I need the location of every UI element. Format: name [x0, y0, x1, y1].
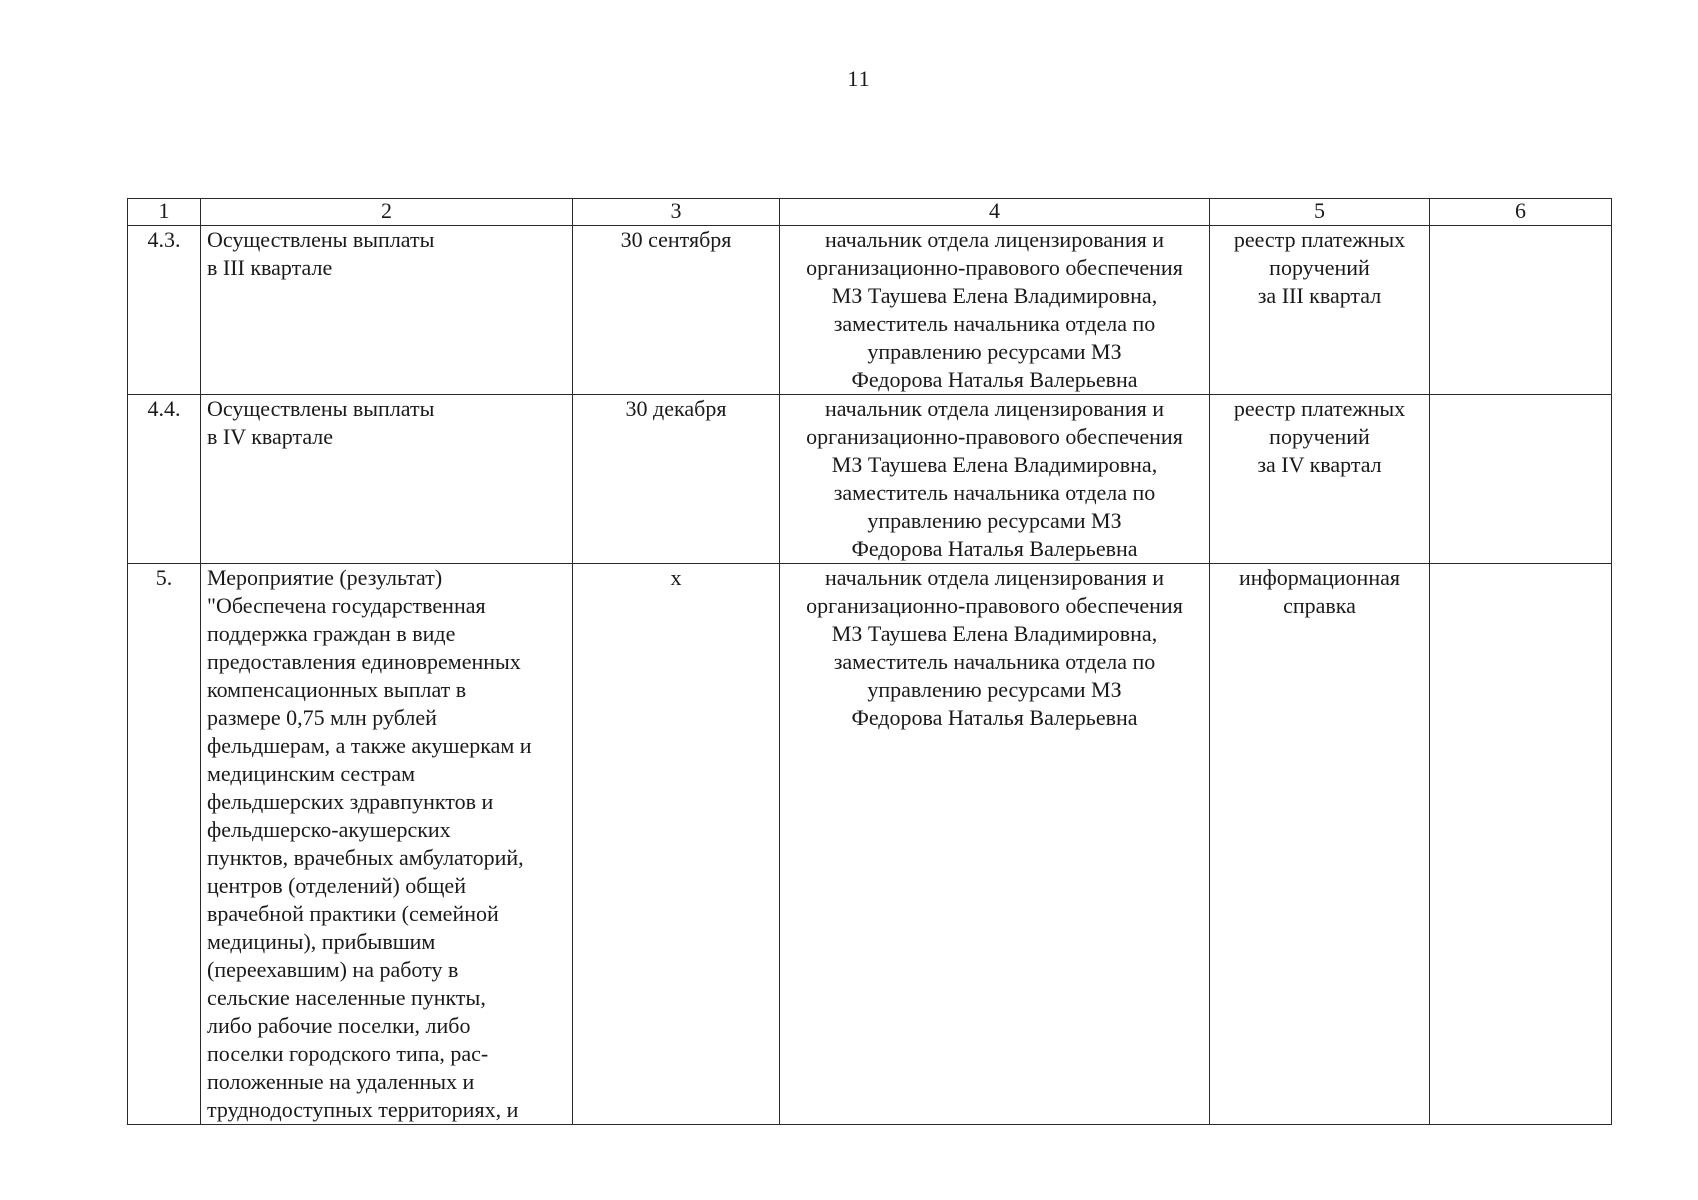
- table-row: [128, 395, 1612, 564]
- responsible-line: Федорова Наталья Валерьевна: [851, 367, 1138, 392]
- responsible-line: начальник отдела лицензирования и: [825, 565, 1164, 590]
- event-line: "Обеспечена государственная: [207, 593, 486, 618]
- document-line: за IV квартал: [1257, 452, 1382, 477]
- event-line: (переехавшим) на работу в: [207, 957, 459, 982]
- responsible-cell: [780, 564, 1210, 1125]
- document-line: за III квартал: [1257, 283, 1382, 308]
- responsible-line: начальник отдела лицензирования и: [825, 396, 1164, 421]
- responsible-line: заместитель начальника отдела по: [833, 480, 1156, 505]
- column-6-cell: [1430, 395, 1612, 564]
- deadline-cell: х: [573, 564, 780, 1125]
- column-header-5: 5: [1210, 199, 1430, 226]
- responsible-cell: [780, 395, 1210, 564]
- column-6-cell: [1430, 564, 1612, 1125]
- responsible-line: организационно-правового обеспечения: [806, 255, 1183, 280]
- responsible-line: начальник отдела лицензирования и: [825, 227, 1164, 252]
- document-line: информационная: [1239, 565, 1400, 590]
- responsible-line: Федорова Наталья Валерьевна: [851, 705, 1138, 730]
- document-line: справка: [1283, 593, 1356, 618]
- responsible-line: МЗ Таушева Елена Владимировна,: [831, 283, 1158, 308]
- column-header-6: 6: [1430, 199, 1612, 226]
- event-line: в III квартале: [207, 255, 333, 280]
- responsible-line: заместитель начальника отдела по: [833, 311, 1156, 336]
- event-line: Мероприятие (результат): [207, 565, 443, 590]
- event-line: медицины), прибывшим: [207, 929, 436, 954]
- responsible-line: МЗ Таушева Елена Владимировна,: [831, 621, 1158, 646]
- document-line: реестр платежных: [1233, 227, 1406, 252]
- column-header-1: 1: [128, 199, 201, 226]
- row-number: 5.: [128, 564, 201, 1125]
- event-line: компенсационных выплат в: [207, 677, 467, 702]
- event-line: в IV квартале: [207, 424, 334, 449]
- event-line: поддержка граждан в виде: [207, 621, 456, 646]
- event-line: труднодоступных территориях, и: [207, 1097, 519, 1122]
- column-6-cell: [1430, 226, 1612, 395]
- event-line: пунктов, врачебных амбулаторий,: [207, 845, 524, 870]
- row-number: 4.3.: [128, 226, 201, 395]
- document-line: реестр платежных: [1233, 396, 1406, 421]
- event-cell: [201, 226, 573, 395]
- responsible-line: организационно-правового обеспечения: [806, 424, 1183, 449]
- event-line: центров (отделений) общей: [207, 873, 466, 898]
- column-header-3: 3: [573, 199, 780, 226]
- document-cell: [1210, 564, 1430, 1125]
- responsible-line: МЗ Таушева Елена Владимировна,: [831, 452, 1158, 477]
- event-cell: [201, 564, 573, 1125]
- event-line: Осуществлены выплаты: [207, 227, 435, 252]
- event-line: фельдшерских здравпунктов и: [207, 789, 494, 814]
- document-line: поручений: [1269, 255, 1370, 280]
- responsible-line: организационно-правового обеспечения: [806, 593, 1183, 618]
- event-line: сельские населенные пункты,: [207, 985, 486, 1010]
- header-row: [128, 199, 1612, 226]
- responsible-line: управлению ресурсами МЗ: [867, 677, 1122, 702]
- page-number: 11: [847, 66, 871, 91]
- event-line: врачебной практики (семейной: [207, 901, 499, 926]
- event-line: либо рабочие поселки, либо: [207, 1013, 471, 1038]
- responsible-line: управлению ресурсами МЗ: [867, 339, 1122, 364]
- plan-table: [127, 198, 1612, 1125]
- column-header-4: 4: [780, 199, 1210, 226]
- event-line: предоставления единовременных: [207, 649, 521, 674]
- event-line: медицинским сестрам: [207, 761, 416, 786]
- event-line: размере 0,75 млн рублей: [207, 705, 437, 730]
- event-line: Осуществлены выплаты: [207, 396, 435, 421]
- event-line: фельдшерам, а также акушеркам и: [207, 733, 532, 758]
- column-header-2: 2: [201, 199, 573, 226]
- responsible-line: управлению ресурсами МЗ: [867, 508, 1122, 533]
- responsible-line: заместитель начальника отдела по: [833, 649, 1156, 674]
- document-cell: [1210, 395, 1430, 564]
- responsible-line: Федорова Наталья Валерьевна: [851, 536, 1138, 561]
- event-line: поселки городского типа, рас-: [207, 1041, 489, 1066]
- event-line: положенные на удаленных и: [207, 1069, 475, 1094]
- deadline-cell: 30 декабря: [573, 395, 780, 564]
- document-line: поручений: [1269, 424, 1370, 449]
- table-row: [128, 564, 1612, 1125]
- event-cell: [201, 395, 573, 564]
- table-row: [128, 226, 1612, 395]
- responsible-cell: [780, 226, 1210, 395]
- deadline-cell: 30 сентября: [573, 226, 780, 395]
- row-number: 4.4.: [128, 395, 201, 564]
- document-cell: [1210, 226, 1430, 395]
- event-line: фельдшерско-акушерских: [207, 817, 451, 842]
